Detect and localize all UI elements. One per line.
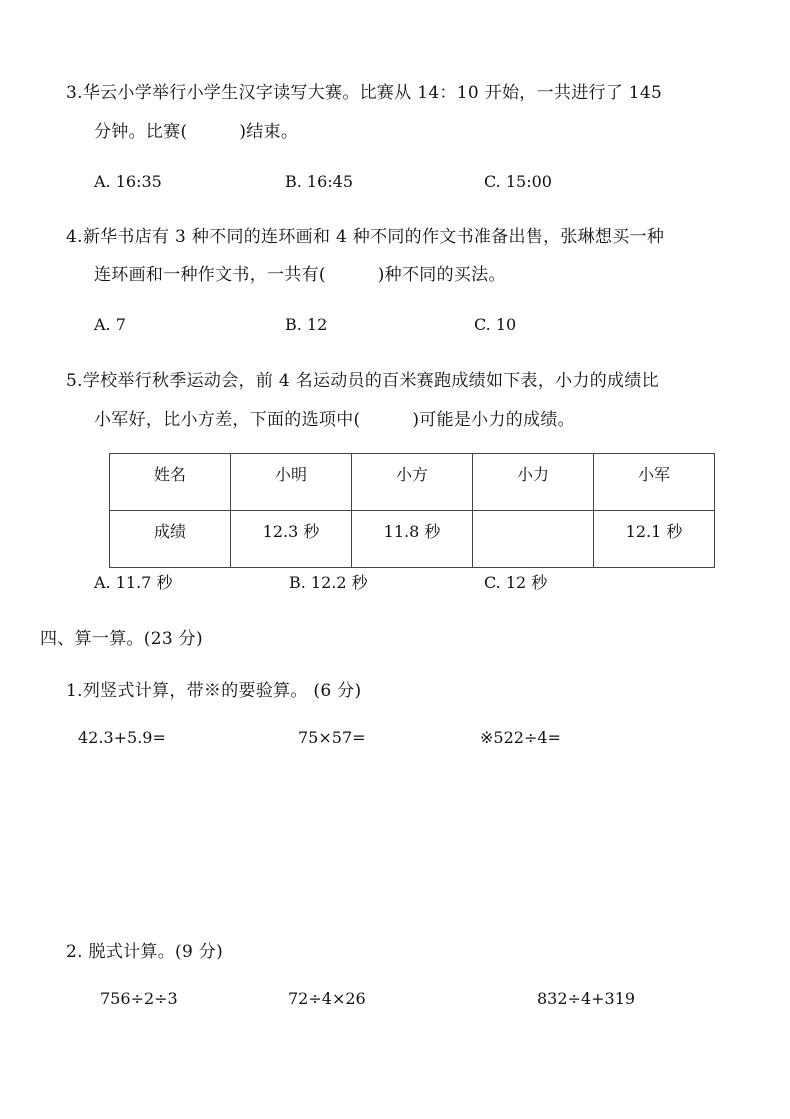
- table-header-row: [110, 454, 715, 511]
- section4-title: 四、算一算。(23 分): [40, 629, 203, 649]
- table-header-cell: 姓名: [110, 454, 231, 511]
- score-table: [109, 453, 715, 568]
- q3-option-a: A. 16:35: [94, 172, 162, 191]
- vertical-calc-item: ※522÷4=: [480, 728, 561, 747]
- table-cell: [473, 511, 594, 568]
- q4-option-a: A. 7: [94, 315, 126, 334]
- q4-line1: 4.新华书店有 3 种不同的连环画和 4 种不同的作文书准备出售，张琳想买一种: [66, 227, 665, 247]
- table-header-cell: 小军: [594, 454, 715, 511]
- table-cell: 11.8 秒: [352, 511, 473, 568]
- q3-option-c: C. 15:00: [484, 172, 552, 191]
- table-cell: 12.1 秒: [594, 511, 715, 568]
- q5-line2: 小军好，比小方差，下面的选项中( )可能是小力的成绩。: [94, 410, 575, 430]
- table-header-cell: 小明: [231, 454, 352, 511]
- q4-option-c: C. 10: [474, 315, 517, 334]
- q3-line2: 分钟。比赛( )结束。: [94, 122, 299, 142]
- table-row: [110, 511, 715, 568]
- stepwise-calc-item: 756÷2÷3: [100, 989, 178, 1008]
- q3-option-b: B. 16:45: [285, 172, 354, 191]
- section4-sub2-title: 2. 脱式计算。(9 分): [66, 942, 224, 962]
- q3-line1: 3.华云小学举行小学生汉字读写大赛。比赛从 14：10 开始，一共进行了 145: [66, 83, 663, 103]
- q4-option-b: B. 12: [285, 315, 328, 334]
- q5-option-b: B. 12.2 秒: [289, 573, 368, 592]
- q5-option-a: A. 11.7 秒: [94, 573, 173, 592]
- q5-line1: 5.学校举行秋季运动会，前 4 名运动员的百米赛跑成绩如下表，小力的成绩比: [66, 371, 659, 391]
- stepwise-calc-item: 832÷4+319: [537, 989, 636, 1008]
- section4-sub1-title: 1.列竖式计算，带※的要验算。 (6 分): [66, 681, 362, 701]
- vertical-calc-item: 42.3+5.9=: [78, 728, 166, 747]
- table-cell: 12.3 秒: [231, 511, 352, 568]
- table-cell: 成绩: [110, 511, 231, 568]
- table-header-cell: 小方: [352, 454, 473, 511]
- stepwise-calc-item: 72÷4×26: [288, 989, 366, 1008]
- q4-line2: 连环画和一种作文书，一共有( )种不同的买法。: [94, 265, 506, 285]
- vertical-calc-item: 75×57=: [298, 728, 366, 747]
- q5-option-c: C. 12 秒: [484, 573, 548, 592]
- table-header-cell: 小力: [473, 454, 594, 511]
